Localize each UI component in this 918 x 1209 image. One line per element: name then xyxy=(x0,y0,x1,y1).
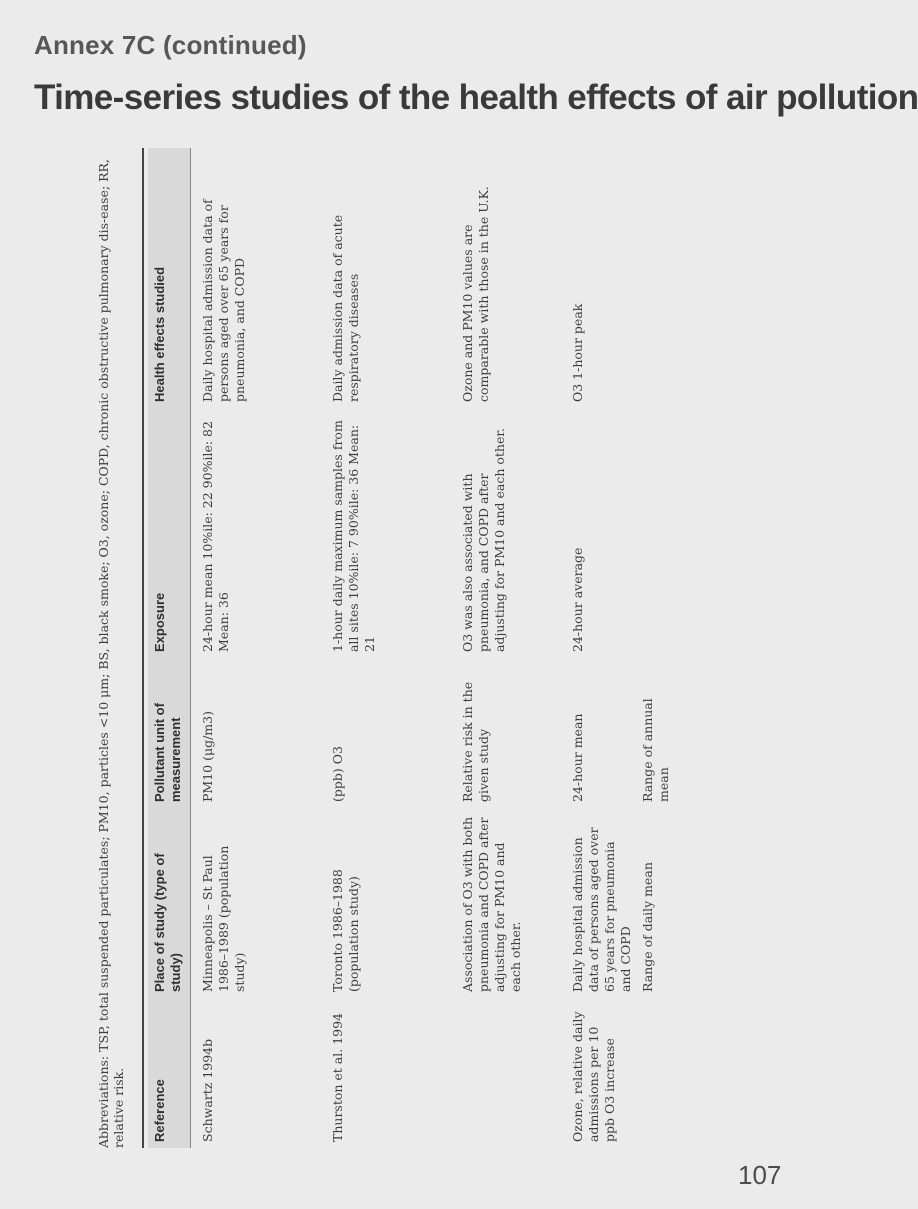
col-exposure: Exposure xyxy=(152,592,167,652)
page-title: Time-series studies of the health effects of air pollution xyxy=(34,78,918,117)
cell-reference: Schwartz 1994b xyxy=(200,1038,215,1142)
cell-pollutant: PM10 (μg/m3) xyxy=(200,711,215,802)
table-row xyxy=(196,148,252,1148)
note-5: Daily hospital admission data of persons aged over 65 years for pneumonia and COPD xyxy=(570,827,633,992)
cell-exposure: 24-hour mean 10%ile: 22 90%ile: 82 Mean: 36 xyxy=(200,421,231,652)
col-effects: Health effects studied xyxy=(152,266,167,402)
col-reference: Reference xyxy=(152,1079,167,1142)
cell-reference: Thurston et al. 1994 xyxy=(330,1012,345,1142)
note-10: Range of annual mean xyxy=(640,698,671,802)
annex-heading: Annex 7C (continued) xyxy=(34,30,307,60)
table-row xyxy=(566,148,638,1148)
note-2: O3 was also associated with pneumonia, and COPD after adjusting for PM10 and each other. xyxy=(460,428,507,652)
note-9: Range of daily mean xyxy=(640,862,655,992)
cell-results: Association of O3 with both pneumonia and COPD after adjusting for PM10 and each other. xyxy=(460,816,523,992)
col-place: Place of study (type of study) xyxy=(152,853,183,992)
note-7: 24-hour average xyxy=(570,547,585,652)
cell-exposure: 1-hour daily maximum samples from all sites 10%ile: 7 90%ile: 36 Mean: 21 xyxy=(330,420,377,652)
note-6: 24-hour mean xyxy=(570,713,585,802)
cell-pollutant: (ppb) O3 xyxy=(330,746,345,802)
note-4: Ozone, relative daily admissions per 10 ppb O3 increase xyxy=(570,1011,617,1142)
abbreviations-note: Abbreviations: TSP, total suspended particulates; PM10, particles <10 μm; BS, black smoke; O3, ozone; COPD, chronic obstructive pulmonary dis-ease; RR, relative risk. xyxy=(96,148,144,1148)
note-8: O3 1-hour peak xyxy=(570,303,585,402)
note-3: Ozone and PM10 values are comparable with those in the U.K. xyxy=(460,186,491,402)
table-row xyxy=(326,148,382,1148)
table-row xyxy=(636,148,676,1148)
table-header xyxy=(148,148,191,1148)
rotated-table xyxy=(96,148,696,1148)
cell-place: Toronto 1986–1988 (population study) xyxy=(330,869,361,992)
note-1: Relative risk in the given study xyxy=(460,681,491,802)
cell-effects: Daily hospital admission data of persons aged over 65 years for pneumonia, and COPD xyxy=(200,199,247,402)
cell-effects: Daily admission data of acute respiratory diseases xyxy=(330,214,361,402)
page-number: 107 xyxy=(738,1160,782,1190)
col-pollutant: Pollutant unit of measurement xyxy=(152,703,183,802)
cell-place: Minneapolis – St Paul 1986–1989 (population study) xyxy=(200,845,247,992)
table-row xyxy=(456,148,528,1148)
